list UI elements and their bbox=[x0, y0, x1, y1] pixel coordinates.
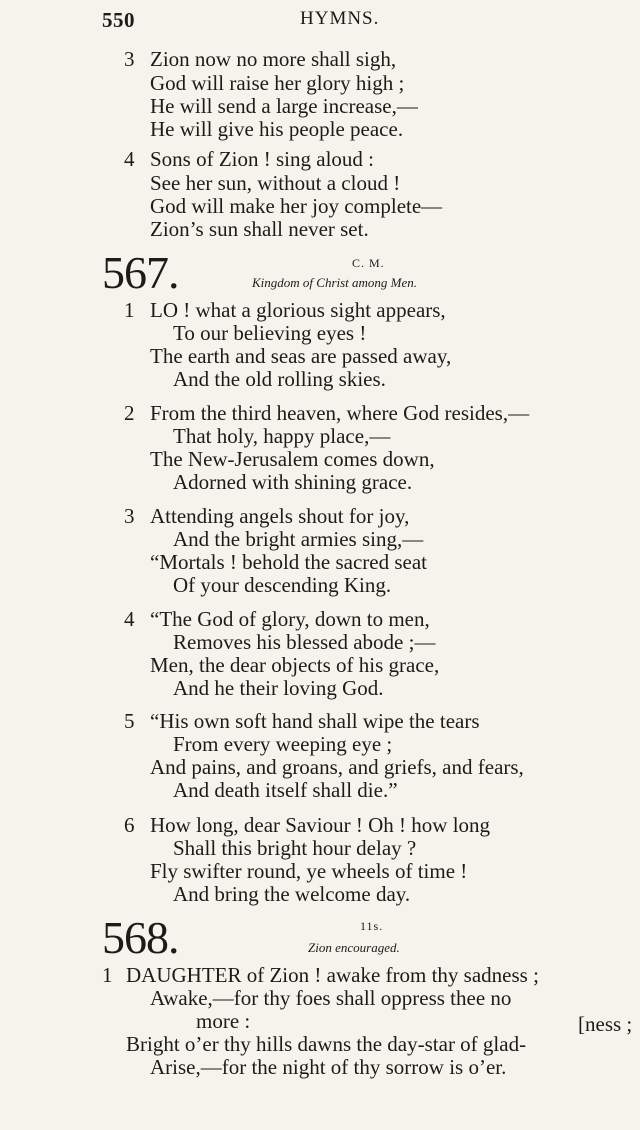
verse-line-continuation: [ness ; bbox=[578, 1012, 633, 1036]
hymn-number: 568. bbox=[102, 912, 179, 963]
verse-number: 1 bbox=[124, 298, 135, 322]
verse-line: Shall this bright hour delay ? bbox=[173, 836, 417, 860]
hymn-number: 567. bbox=[102, 247, 179, 298]
verse-number: 1 bbox=[102, 963, 113, 987]
verse-line: And pains, and groans, and griefs, and fears, bbox=[150, 755, 524, 779]
verse-line: Removes his blessed abode ;— bbox=[173, 630, 436, 654]
verse-line: That holy, happy place,— bbox=[173, 424, 391, 448]
verse-line: Sons of Zion ! sing aloud : bbox=[150, 147, 374, 171]
verse-line: Adorned with shining grace. bbox=[173, 470, 413, 494]
hymn-subtitle: Zion encouraged. bbox=[308, 940, 400, 955]
hymn-meter: C. M. bbox=[352, 256, 385, 270]
verse-line: “His own soft hand shall wipe the tears bbox=[150, 709, 480, 733]
verse-line: Arise,—for the night of thy sorrow is o’er. bbox=[150, 1055, 507, 1079]
verse-number: 4 bbox=[124, 607, 135, 631]
verse-line: He will send a large increase,— bbox=[150, 94, 418, 118]
verse-line: And he their loving God. bbox=[173, 676, 384, 700]
verse-line: And the old rolling skies. bbox=[173, 367, 386, 391]
verse-line: The earth and seas are passed away, bbox=[150, 344, 452, 368]
page-number: 550 bbox=[102, 8, 135, 32]
verse-number: 3 bbox=[124, 47, 135, 71]
verse-line: “Mortals ! behold the sacred seat bbox=[150, 550, 427, 574]
hymn-subtitle: Kingdom of Christ among Men. bbox=[252, 275, 418, 290]
verse-line: Attending angels shout for joy, bbox=[150, 504, 410, 528]
running-header bbox=[0, 4, 640, 34]
verse-number: 3 bbox=[124, 504, 135, 528]
verse-line: The New-Jerusalem comes down, bbox=[150, 447, 435, 471]
verse-line: God will make her joy complete— bbox=[150, 194, 443, 218]
verse-line: And bring the welcome day. bbox=[173, 882, 411, 906]
verse-line: “The God of glory, down to men, bbox=[150, 607, 430, 631]
verse-line: He will give his people peace. bbox=[150, 117, 404, 141]
verse-line: DAUGHTER of Zion ! awake from thy sadness ; bbox=[126, 963, 539, 987]
verse-number: 5 bbox=[124, 709, 135, 733]
verse-line: Zion’s sun shall never set. bbox=[150, 217, 369, 241]
verse-number: 4 bbox=[124, 147, 135, 171]
verse-number: 2 bbox=[124, 401, 135, 425]
verse-line: From the third heaven, where God resides,— bbox=[150, 401, 530, 425]
verse-line: And death itself shall die.” bbox=[173, 778, 398, 802]
running-title: HYMNS. bbox=[300, 8, 380, 29]
verse-line: To our believing eyes ! bbox=[173, 321, 367, 345]
verse-line: See her sun, without a cloud ! bbox=[150, 171, 401, 195]
verse-line: Awake,—for thy foes shall oppress thee no bbox=[150, 986, 512, 1010]
verse-number: 6 bbox=[124, 813, 135, 837]
verse-line: God will raise her glory high ; bbox=[150, 71, 405, 95]
verse-line: more : bbox=[196, 1009, 251, 1033]
verse-line: Men, the dear objects of his grace, bbox=[150, 653, 440, 677]
verse-line: Zion now no more shall sigh, bbox=[150, 47, 397, 71]
verse-line: Fly swifter round, ye wheels of time ! bbox=[150, 859, 468, 883]
verse-line: How long, dear Saviour ! Oh ! how long bbox=[150, 813, 491, 837]
verse-line: And the bright armies sing,— bbox=[173, 527, 424, 551]
verse-line: Of your descending King. bbox=[173, 573, 392, 597]
hymn-meter: 11s. bbox=[360, 919, 384, 933]
verse-line: Bright o’er thy hills dawns the day-star of glad- bbox=[126, 1032, 527, 1056]
verse-line: LO ! what a glorious sight appears, bbox=[150, 298, 446, 322]
verse-line: From every weeping eye ; bbox=[173, 732, 393, 756]
